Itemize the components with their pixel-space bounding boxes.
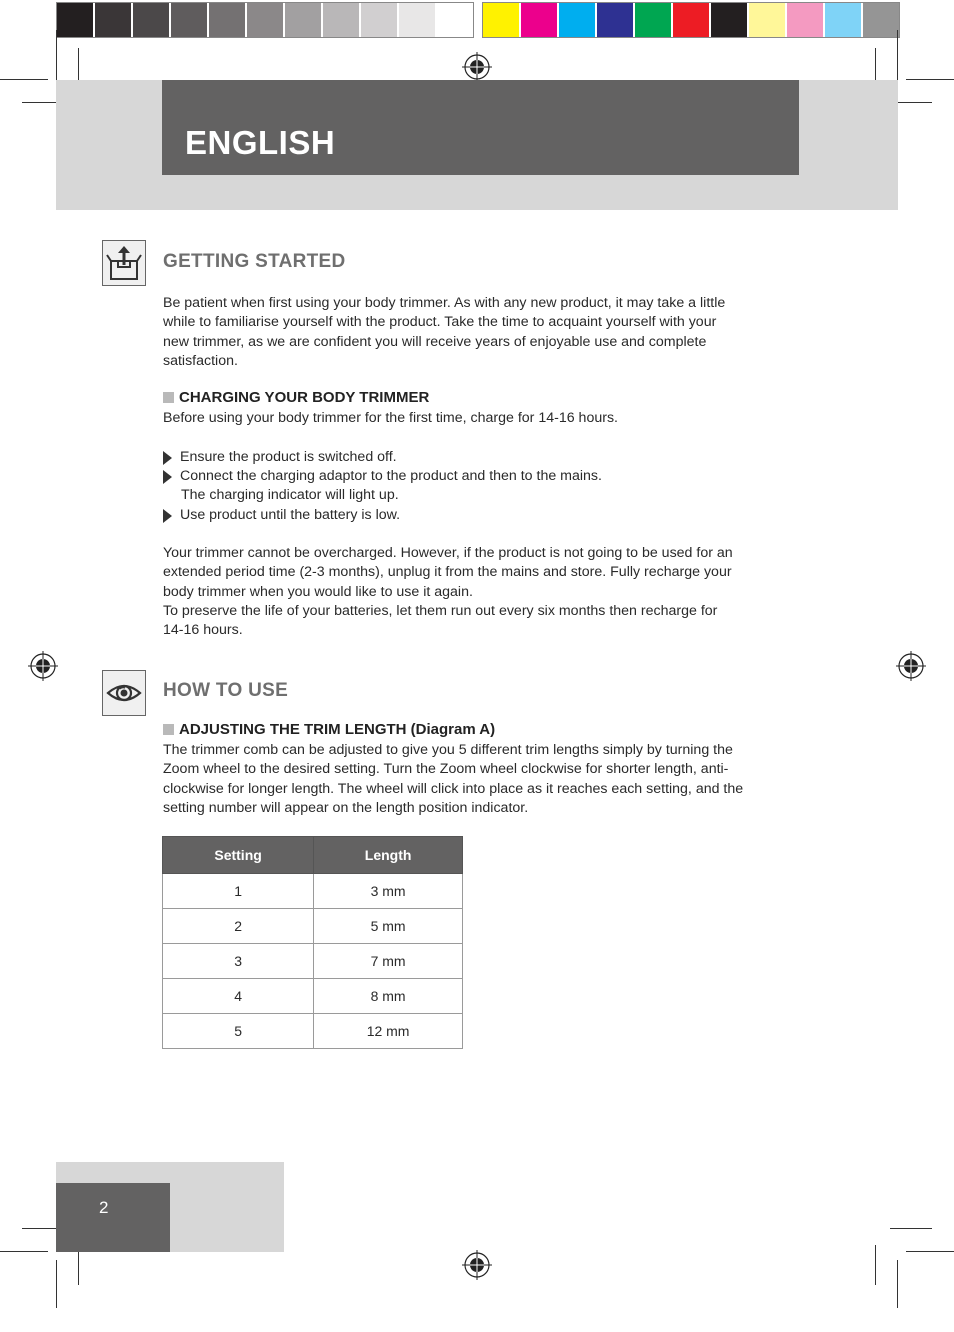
- text-line: satisfaction.: [163, 352, 238, 369]
- subsection-heading-text: CHARGING YOUR BODY TRIMMER: [179, 389, 430, 406]
- page-title: ENGLISH: [185, 124, 336, 161]
- square-bullet-icon: [163, 724, 174, 735]
- list-item-text: Connect the charging adaptor to the product and then to the mains.: [180, 468, 602, 484]
- table-cell: 3 mm: [314, 874, 463, 909]
- crop-mark: [0, 79, 48, 80]
- table-row: [163, 979, 463, 1014]
- registration-mark-icon: [462, 52, 492, 82]
- table-header-row: [163, 837, 463, 874]
- table-row: [163, 909, 463, 944]
- table-cell: 4: [163, 979, 314, 1014]
- gray-swatch: [95, 3, 131, 37]
- crop-mark: [890, 1228, 932, 1229]
- text-line: The trimmer comb can be adjusted to give you 5 different trim lengths simply by turning the: [163, 742, 733, 758]
- gray-swatch: [285, 3, 321, 37]
- grayscale-color-bar: [56, 2, 474, 38]
- table-cell: 7 mm: [314, 944, 463, 979]
- subsection-heading: [163, 389, 429, 406]
- color-swatch: [863, 3, 899, 37]
- process-color-bar: [482, 2, 900, 38]
- text-line: clockwise for longer length. The wheel will click into place as it reaches each setting, and the: [163, 780, 744, 797]
- table-row: [163, 1014, 463, 1049]
- section-heading: HOW TO USE: [163, 680, 289, 701]
- registration-mark-icon: [462, 1250, 492, 1280]
- color-swatch: [787, 3, 823, 37]
- gray-swatch: [57, 3, 93, 37]
- gray-swatch: [247, 3, 283, 37]
- color-swatch: [825, 3, 861, 37]
- color-swatch: [635, 3, 671, 37]
- text-line: setting number will appear on the length position indicator.: [163, 799, 529, 816]
- registration-mark-icon: [896, 651, 926, 681]
- text-line: 14-16 hours.: [163, 622, 243, 639]
- crop-mark: [906, 1251, 954, 1252]
- table-cell: 8 mm: [314, 979, 463, 1014]
- text-line: body trimmer when you would like to use it again.: [163, 583, 473, 600]
- box-arrow-up-icon: [102, 240, 146, 286]
- table-cell: 5 mm: [314, 909, 463, 944]
- color-swatch: [673, 3, 709, 37]
- table-cell: 1: [163, 874, 314, 909]
- table-row: [163, 874, 463, 909]
- list-item-text: Ensure the product is switched off.: [180, 449, 397, 465]
- charging-note: [163, 544, 803, 640]
- gray-swatch: [323, 3, 359, 37]
- table-cell: 3: [163, 944, 314, 979]
- trim-length-table: [162, 836, 463, 1049]
- gray-swatch: [399, 3, 435, 37]
- text-line: extended period time (2-3 months), unplug it from the mains and store. Fully recharge your: [163, 564, 732, 581]
- list-item: [163, 506, 400, 525]
- table-cell: 5: [163, 1014, 314, 1049]
- column-header: Length: [314, 837, 463, 874]
- registration-mark-icon: [28, 651, 58, 681]
- table-row: [163, 944, 463, 979]
- list-item: [163, 467, 602, 486]
- text-line: Your trimmer cannot be overcharged. However, if the product is not going to be used for an: [163, 545, 733, 561]
- text-line: Be patient when first using your body trimmer. As with any new product, it may take a little: [163, 295, 726, 311]
- color-swatch: [521, 3, 557, 37]
- gray-swatch: [133, 3, 169, 37]
- page-number: 2: [99, 1198, 109, 1217]
- crop-mark: [906, 79, 954, 80]
- adjusting-paragraph: [163, 741, 803, 818]
- table-cell: 2: [163, 909, 314, 944]
- color-swatch: [749, 3, 785, 37]
- color-swatch: [597, 3, 633, 37]
- triangle-bullet-icon: [163, 451, 172, 465]
- intro-paragraph: [163, 294, 803, 371]
- section-heading: GETTING STARTED: [163, 251, 346, 272]
- page-number-band: [56, 1183, 170, 1252]
- text-line: Zoom wheel to the desired setting. Turn the Zoom wheel clockwise for shorter length, anti-: [163, 761, 729, 778]
- square-bullet-icon: [163, 392, 174, 403]
- table-cell: 12 mm: [314, 1014, 463, 1049]
- gray-swatch: [361, 3, 397, 37]
- text-line: while to familiarise yourself with the product. Take the time to acquaint yourself with your: [163, 314, 717, 331]
- charging-text: Before using your body trimmer for the first time, charge for 14-16 hours.: [163, 410, 618, 426]
- text-line: To preserve the life of your batteries, let them run out every six months then recharge for: [163, 602, 718, 619]
- list-item-text: Use product until the battery is low.: [180, 507, 401, 523]
- gray-swatch: [209, 3, 245, 37]
- column-header: Setting: [163, 837, 314, 874]
- crop-mark: [56, 1260, 57, 1308]
- crop-mark: [875, 1245, 876, 1285]
- crop-mark: [0, 1251, 48, 1252]
- text-line: new trimmer, as we are confident you will receive years of enjoyable use and complete: [163, 333, 707, 350]
- gray-swatch: [437, 3, 473, 37]
- crop-mark: [897, 1260, 898, 1308]
- list-item-continuation: The charging indicator will light up.: [181, 487, 399, 503]
- subsection-heading: [163, 721, 495, 738]
- triangle-bullet-icon: [163, 470, 172, 484]
- triangle-bullet-icon: [163, 509, 172, 523]
- list-item: [163, 448, 397, 467]
- color-swatch: [483, 3, 519, 37]
- gray-swatch: [171, 3, 207, 37]
- subsection-heading-text: ADJUSTING THE TRIM LENGTH (Diagram A): [179, 721, 496, 738]
- color-swatch: [711, 3, 747, 37]
- color-swatch: [559, 3, 595, 37]
- eye-icon: [102, 670, 146, 716]
